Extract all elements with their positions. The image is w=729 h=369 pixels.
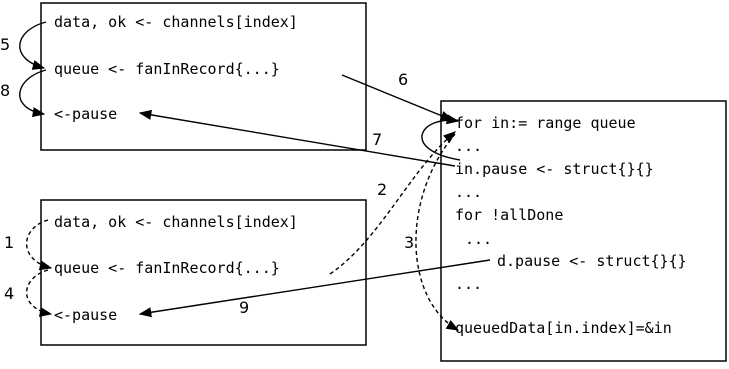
right-line-7: d.pause <- struct{}{} [497,252,687,270]
right-line-1: for in:= range queue [455,114,636,132]
top-left-line-1: data, ok <- channels[index] [54,13,298,31]
right-line-2: ... [455,137,483,155]
step-4: 4 [4,284,15,303]
step-8: 8 [0,81,11,100]
arrow-6 [342,75,452,120]
arrow-1 [27,220,51,268]
bottom-left-line-2: queue <- fanInRecord{...} [54,259,280,277]
right-line-9: queuedData[in.index]=&in [455,319,672,337]
top-left-line-3: <-pause [54,105,118,123]
right-line-3: in.pause <- struct{}{} [455,160,654,178]
step-3: 3 [404,233,415,252]
right-line-4: ... [455,183,483,201]
step-1: 1 [4,233,15,252]
top-left-line-2: queue <- fanInRecord{...} [54,60,280,78]
arrow-4 [27,270,51,314]
step-7: 7 [372,130,383,149]
step-5: 5 [0,35,11,54]
step-2: 2 [377,180,388,199]
right-line-6: ... [465,230,493,248]
right-line-5: for !allDone [455,206,564,224]
bottom-left-line-3: <-pause [54,306,118,324]
bottom-left-line-1: data, ok <- channels[index] [54,213,298,231]
arrow-7 [140,113,455,166]
arrow-5 [20,22,46,68]
step-9: 9 [239,298,250,317]
step-6: 6 [398,70,409,89]
arrow-8 [20,70,46,114]
right-line-8: ... [455,275,483,293]
